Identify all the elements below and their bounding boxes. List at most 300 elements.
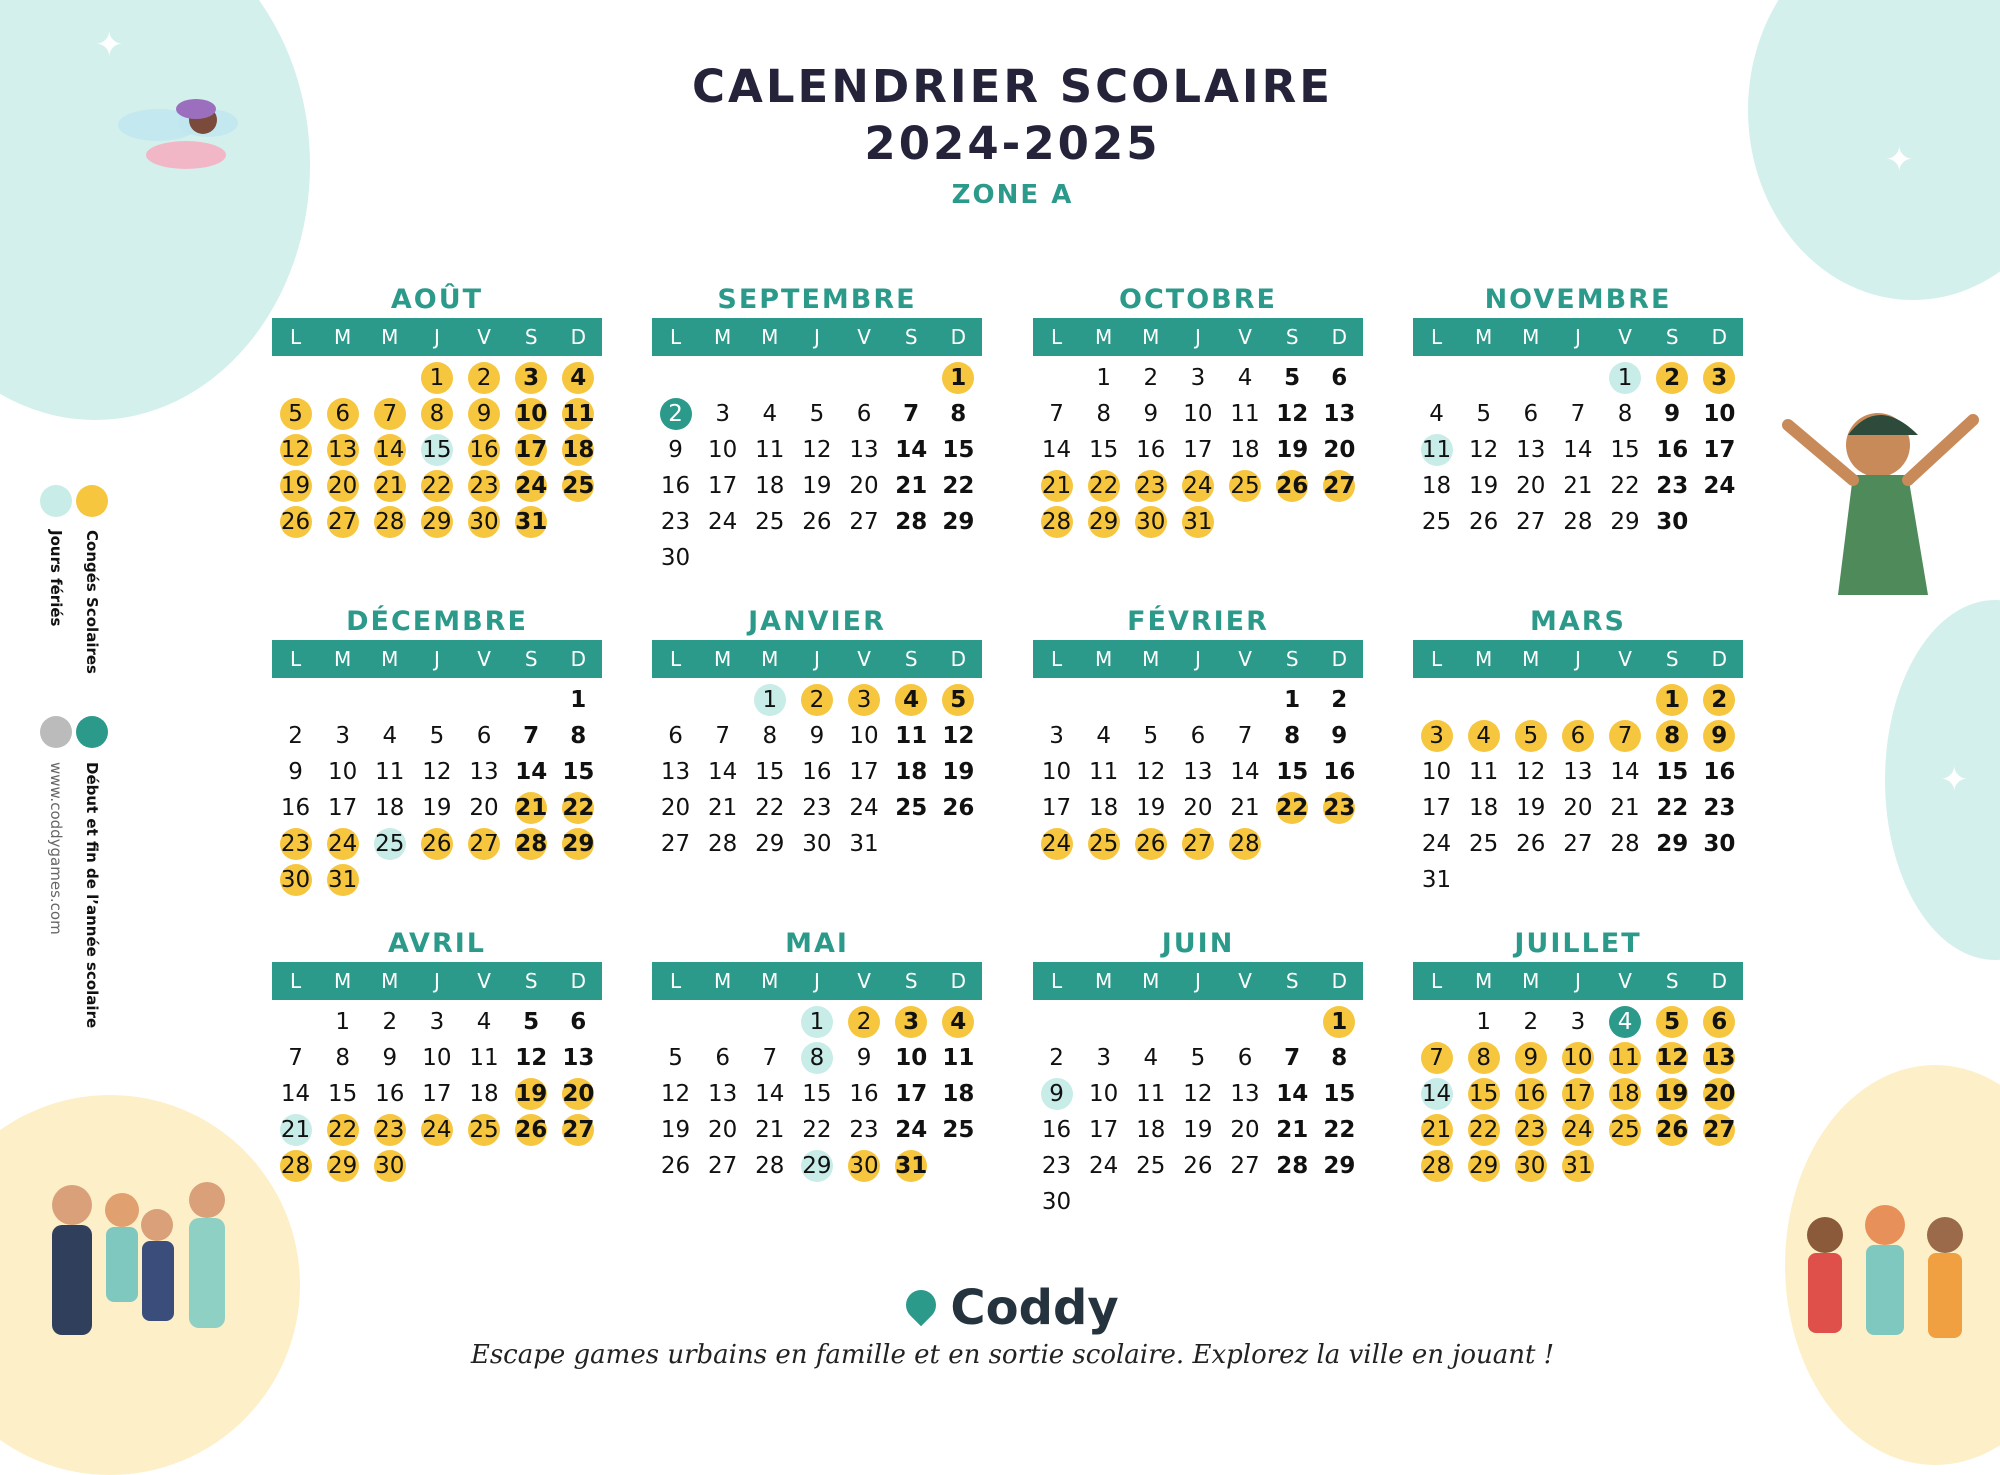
- day-cell: [1222, 718, 1269, 754]
- day-cell: [366, 1004, 413, 1040]
- day-cell: [1507, 1040, 1554, 1076]
- day-number: 28: [515, 828, 547, 860]
- day-number: 8: [801, 1042, 833, 1074]
- day-cell: [272, 1112, 319, 1148]
- day-number: 20: [660, 795, 691, 821]
- day-number: 2: [1331, 687, 1348, 713]
- day-cell: [1413, 718, 1460, 754]
- day-number: 10: [1089, 1081, 1119, 1107]
- day-number: 16: [280, 795, 311, 821]
- day-grid: [1413, 356, 1743, 540]
- day-cell: [1460, 504, 1507, 540]
- day-number: 28: [1421, 1150, 1453, 1182]
- day-number: 8: [762, 723, 778, 749]
- empty-cell: [1127, 682, 1174, 718]
- day-cell: [1080, 1112, 1127, 1148]
- weekday-label: D: [570, 969, 587, 993]
- day-cell: [1696, 1112, 1743, 1148]
- day-cell: [1127, 826, 1174, 862]
- day-number: 19: [1516, 795, 1546, 821]
- day-number: 15: [1276, 759, 1309, 785]
- weekday-label: M: [761, 325, 779, 349]
- weekday-label: V: [477, 325, 491, 349]
- day-number: 26: [515, 1114, 547, 1146]
- sparkle-icon: ✦: [1940, 760, 1969, 800]
- day-number: 24: [1421, 831, 1452, 857]
- day-number: 9: [1664, 401, 1681, 427]
- day-number: 22: [562, 792, 594, 824]
- empty-cell: [652, 682, 699, 718]
- month-12: [1413, 926, 1743, 1184]
- day-number: 7: [374, 398, 406, 430]
- day-cell: [319, 1004, 366, 1040]
- day-number: 8: [335, 1045, 350, 1071]
- day-cell: [555, 754, 602, 790]
- day-number: 16: [1041, 1117, 1072, 1143]
- day-number: 6: [1703, 1006, 1735, 1038]
- day-cell: [1554, 432, 1601, 468]
- weekday-label: D: [950, 969, 967, 993]
- rentree-legend-dot: [76, 716, 108, 748]
- day-cell: [935, 1004, 982, 1040]
- day-number: 3: [715, 401, 730, 427]
- day-cell: [555, 1076, 602, 1112]
- day-number: 13: [660, 759, 691, 785]
- day-number: 17: [422, 1081, 452, 1107]
- day-number: 31: [895, 1150, 927, 1182]
- day-number: 14: [515, 759, 548, 785]
- day-cell: [1413, 1076, 1460, 1112]
- weekday-label: D: [950, 325, 967, 349]
- day-number: 18: [1421, 473, 1452, 499]
- day-number: 18: [755, 473, 785, 499]
- day-number: 29: [755, 831, 785, 857]
- empty-cell: [272, 360, 319, 396]
- day-number: 19: [422, 795, 452, 821]
- coddy-logo[interactable]: [0, 1280, 2000, 1336]
- day-number: 1: [1323, 1006, 1355, 1038]
- weekday-label: M: [381, 325, 399, 349]
- empty-cell: [461, 682, 508, 718]
- weekday-label: D: [1711, 647, 1728, 671]
- day-number: 5: [280, 398, 312, 430]
- sparkle-icon: ✦: [1885, 140, 1914, 180]
- day-number: 24: [1041, 828, 1073, 860]
- day-number: 24: [708, 509, 738, 535]
- day-cell: [272, 718, 319, 754]
- day-cell: [319, 1076, 366, 1112]
- weekday-label: V: [1238, 647, 1252, 671]
- day-number: 5: [1190, 1045, 1206, 1071]
- day-cell: [1413, 754, 1460, 790]
- day-cell: [793, 1004, 840, 1040]
- day-cell: [699, 1076, 746, 1112]
- day-number: 23: [1703, 795, 1736, 821]
- day-number: 15: [755, 759, 785, 785]
- day-cell: [1222, 1112, 1269, 1148]
- day-cell: [699, 468, 746, 504]
- day-number: 26: [802, 509, 832, 535]
- day-cell: [1413, 1040, 1460, 1076]
- day-number: 23: [468, 470, 500, 502]
- day-number: 19: [280, 470, 312, 502]
- day-cell: [366, 718, 413, 754]
- day-number: 3: [515, 362, 547, 394]
- day-number: 30: [660, 545, 691, 571]
- day-number: 17: [849, 759, 879, 785]
- weekday-header: [272, 318, 602, 356]
- weekday-label: L: [1430, 325, 1443, 349]
- day-cell: [1602, 1076, 1649, 1112]
- day-number: 17: [1703, 437, 1736, 463]
- day-cell: [1033, 1184, 1080, 1220]
- day-cell: [1507, 396, 1554, 432]
- weekday-header: [1033, 318, 1363, 356]
- day-cell: [1174, 1076, 1221, 1112]
- weekday-header: [1413, 962, 1743, 1000]
- day-number: 3: [335, 723, 350, 749]
- day-number: 7: [288, 1045, 303, 1071]
- day-number: 1: [1284, 687, 1301, 713]
- day-number: 13: [1703, 1042, 1735, 1074]
- day-number: 27: [1563, 831, 1593, 857]
- month-name: SEPTEMBRE: [717, 284, 917, 315]
- weekday-label: V: [1618, 647, 1632, 671]
- day-cell: [1174, 396, 1221, 432]
- weekday-label: L: [1430, 647, 1443, 671]
- day-number: 22: [802, 1117, 832, 1143]
- day-number: 6: [1237, 1045, 1253, 1071]
- empty-cell: [1033, 360, 1080, 396]
- weekday-label: D: [1331, 969, 1348, 993]
- weekday-label: S: [524, 325, 538, 349]
- day-number: 18: [895, 759, 928, 785]
- weekday-label: M: [381, 647, 399, 671]
- empty-cell: [1269, 1004, 1316, 1040]
- day-number: 10: [1421, 759, 1452, 785]
- day-cell: [1080, 826, 1127, 862]
- day-cell: [1174, 754, 1221, 790]
- day-cell: [272, 396, 319, 432]
- day-cell: [841, 754, 888, 790]
- month-4: [1413, 282, 1743, 540]
- day-number: 24: [1703, 473, 1736, 499]
- empty-cell: [652, 360, 699, 396]
- weekday-label: D: [1331, 647, 1348, 671]
- day-number: 12: [942, 723, 975, 749]
- day-cell: [413, 432, 460, 468]
- day-cell: [272, 1148, 319, 1184]
- day-cell: [1413, 504, 1460, 540]
- day-cell: [1649, 396, 1696, 432]
- weekday-label: J: [813, 325, 820, 349]
- day-cell: [1460, 468, 1507, 504]
- day-number: 3: [1570, 1009, 1586, 1035]
- day-cell: [1316, 1112, 1363, 1148]
- holiday-legend-dot: [40, 485, 72, 517]
- day-number: 3: [1049, 723, 1064, 749]
- day-number: 1: [801, 1006, 833, 1038]
- day-number: 23: [1041, 1153, 1072, 1179]
- weekday-label: M: [761, 969, 779, 993]
- weekday-label: V: [477, 647, 491, 671]
- weekday-label: J: [813, 647, 820, 671]
- legend-debut-fin: Début et fin de l’année scolaire: [83, 762, 101, 1029]
- weekday-label: J: [1194, 969, 1201, 993]
- day-number: 31: [1182, 506, 1214, 538]
- day-cell: [1127, 1040, 1174, 1076]
- empty-cell: [319, 360, 366, 396]
- weekday-label: L: [669, 647, 682, 671]
- day-number: 26: [942, 795, 975, 821]
- day-cell: [699, 1148, 746, 1184]
- day-cell: [1460, 1004, 1507, 1040]
- day-cell: [841, 468, 888, 504]
- day-cell: [1696, 682, 1743, 718]
- day-number: 29: [1468, 1150, 1500, 1182]
- month-name: FÉVRIER: [1127, 606, 1269, 637]
- day-number: 19: [1469, 473, 1499, 499]
- month-2: [652, 282, 982, 576]
- day-cell: [935, 718, 982, 754]
- weekday-label: S: [524, 647, 538, 671]
- day-cell: [652, 540, 699, 576]
- website-label: www.coddygames.com: [47, 762, 65, 935]
- day-number: 28: [1229, 828, 1261, 860]
- day-number: 17: [708, 473, 738, 499]
- day-number: 16: [1136, 437, 1166, 463]
- day-cell: [1033, 754, 1080, 790]
- weekday-label: M: [1142, 969, 1160, 993]
- day-cell: [793, 1112, 840, 1148]
- day-number: 12: [515, 1045, 548, 1071]
- day-number: 19: [660, 1117, 691, 1143]
- day-cell: [1174, 1040, 1221, 1076]
- month-name: JUIN: [1161, 928, 1235, 959]
- day-cell: [746, 432, 793, 468]
- day-number: 6: [327, 398, 359, 430]
- day-number: 31: [515, 506, 547, 538]
- day-cell: [1460, 718, 1507, 754]
- day-number: 9: [382, 1045, 398, 1071]
- weekday-header: [1413, 640, 1743, 678]
- day-number: 22: [1323, 1117, 1356, 1143]
- day-number: 23: [660, 509, 691, 535]
- day-cell: [413, 790, 460, 826]
- day-grid: [272, 678, 602, 898]
- day-number: 21: [755, 1117, 785, 1143]
- weekday-header: [1033, 640, 1363, 678]
- day-cell: [1696, 1076, 1743, 1112]
- day-cell: [699, 432, 746, 468]
- weekday-label: M: [334, 969, 352, 993]
- day-cell: [1269, 790, 1316, 826]
- day-cell: [1222, 468, 1269, 504]
- month-name: MAI: [785, 928, 849, 959]
- day-number: 11: [895, 723, 928, 749]
- day-number: 4: [1468, 720, 1500, 752]
- day-cell: [366, 1112, 413, 1148]
- day-cell: [841, 790, 888, 826]
- day-number: 15: [1323, 1081, 1356, 1107]
- weekday-header: [652, 640, 982, 678]
- month-name: JUILLET: [1514, 928, 1642, 959]
- month-8: [1413, 604, 1743, 898]
- day-cell: [1554, 790, 1601, 826]
- day-cell: [1127, 754, 1174, 790]
- day-number: 19: [1276, 437, 1309, 463]
- day-number: 2: [288, 723, 303, 749]
- day-cell: [1413, 826, 1460, 862]
- day-number: 1: [754, 684, 786, 716]
- empty-cell: [319, 682, 366, 718]
- day-number: 16: [660, 473, 691, 499]
- day-cell: [1127, 790, 1174, 826]
- day-number: 9: [856, 1045, 872, 1071]
- day-number: 10: [1041, 759, 1072, 785]
- weekday-label: S: [1665, 325, 1679, 349]
- day-cell: [1602, 432, 1649, 468]
- day-cell: [461, 396, 508, 432]
- day-cell: [555, 432, 602, 468]
- month-name: NOVEMBRE: [1484, 284, 1672, 315]
- day-number: 13: [1516, 437, 1546, 463]
- day-number: 6: [856, 401, 872, 427]
- day-cell: [1507, 1112, 1554, 1148]
- month-name: OCTOBRE: [1119, 284, 1277, 315]
- weekday-label: L: [289, 647, 302, 671]
- day-cell: [1033, 1040, 1080, 1076]
- day-cell: [1316, 396, 1363, 432]
- day-number: 24: [421, 1114, 453, 1146]
- day-cell: [699, 1040, 746, 1076]
- day-number: 11: [1609, 1042, 1641, 1074]
- empty-cell: [366, 682, 413, 718]
- day-number: 28: [374, 506, 406, 538]
- day-number: 28: [1563, 509, 1593, 535]
- day-number: 7: [1421, 1042, 1453, 1074]
- day-number: 4: [1429, 401, 1444, 427]
- day-number: 2: [1523, 1009, 1539, 1035]
- day-number: 18: [469, 1081, 499, 1107]
- day-cell: [793, 468, 840, 504]
- day-number: 25: [1609, 1114, 1641, 1146]
- weekday-label: V: [1618, 969, 1632, 993]
- day-cell: [1649, 1112, 1696, 1148]
- day-number: 13: [562, 1045, 595, 1071]
- day-number: 28: [895, 509, 928, 535]
- day-number: 24: [515, 470, 547, 502]
- day-cell: [1080, 360, 1127, 396]
- weekday-label: L: [289, 969, 302, 993]
- day-number: 27: [327, 506, 359, 538]
- day-cell: [1174, 432, 1221, 468]
- day-cell: [508, 1040, 555, 1076]
- day-number: 3: [1096, 1045, 1111, 1071]
- day-cell: [1649, 1004, 1696, 1040]
- month-3: [1033, 282, 1363, 540]
- day-cell: [1413, 862, 1460, 898]
- day-number: 8: [421, 398, 453, 430]
- day-number: 22: [1276, 792, 1308, 824]
- day-number: 13: [1563, 759, 1593, 785]
- day-number: 7: [1570, 401, 1586, 427]
- day-cell: [1127, 432, 1174, 468]
- day-cell: [1080, 790, 1127, 826]
- day-cell: [1554, 826, 1601, 862]
- day-cell: [888, 754, 935, 790]
- day-cell: [1507, 1148, 1554, 1184]
- day-number: 27: [1182, 828, 1214, 860]
- day-number: 7: [1284, 1045, 1301, 1071]
- day-cell: [699, 790, 746, 826]
- month-5: [272, 604, 602, 898]
- day-number: 10: [422, 1045, 452, 1071]
- weekday-label: S: [1285, 647, 1299, 671]
- day-cell: [1602, 1112, 1649, 1148]
- day-cell: [413, 1004, 460, 1040]
- weekday-header: [272, 640, 602, 678]
- day-cell: [652, 504, 699, 540]
- day-number: 20: [1703, 1078, 1735, 1110]
- day-number: 9: [809, 723, 825, 749]
- day-number: 16: [468, 434, 500, 466]
- day-cell: [461, 826, 508, 862]
- day-cell: [1602, 360, 1649, 396]
- day-cell: [272, 468, 319, 504]
- day-cell: [793, 718, 840, 754]
- weekday-label: M: [1095, 325, 1113, 349]
- day-number: 17: [1089, 1117, 1119, 1143]
- day-number: 19: [1183, 1117, 1213, 1143]
- day-cell: [841, 396, 888, 432]
- day-cell: [461, 718, 508, 754]
- day-cell: [888, 1076, 935, 1112]
- day-number: 25: [942, 1117, 975, 1143]
- day-number: 5: [1143, 723, 1159, 749]
- day-number: 25: [1136, 1153, 1166, 1179]
- day-number: 22: [1656, 795, 1689, 821]
- day-number: 26: [1135, 828, 1167, 860]
- day-cell: [461, 468, 508, 504]
- empty-cell: [888, 360, 935, 396]
- month-name: DÉCEMBRE: [346, 606, 528, 637]
- day-number: 12: [280, 434, 312, 466]
- day-number: 29: [801, 1150, 833, 1182]
- weekday-label: M: [714, 969, 732, 993]
- day-cell: [461, 754, 508, 790]
- weekday-label: J: [813, 969, 820, 993]
- day-number: 29: [562, 828, 594, 860]
- day-cell: [319, 1112, 366, 1148]
- weekday-label: S: [904, 969, 918, 993]
- day-number: 4: [1143, 1045, 1159, 1071]
- day-cell: [319, 718, 366, 754]
- day-cell: [935, 468, 982, 504]
- day-number: 18: [1136, 1117, 1166, 1143]
- day-cell: [1127, 360, 1174, 396]
- weekday-label: D: [570, 647, 587, 671]
- day-number: 24: [1089, 1153, 1119, 1179]
- day-cell: [1080, 396, 1127, 432]
- month-11: [1033, 926, 1363, 1220]
- day-cell: [413, 1076, 460, 1112]
- day-cell: [272, 862, 319, 898]
- day-number: 12: [1276, 401, 1309, 427]
- day-number: 13: [1230, 1081, 1260, 1107]
- day-number: 14: [708, 759, 738, 785]
- day-cell: [888, 682, 935, 718]
